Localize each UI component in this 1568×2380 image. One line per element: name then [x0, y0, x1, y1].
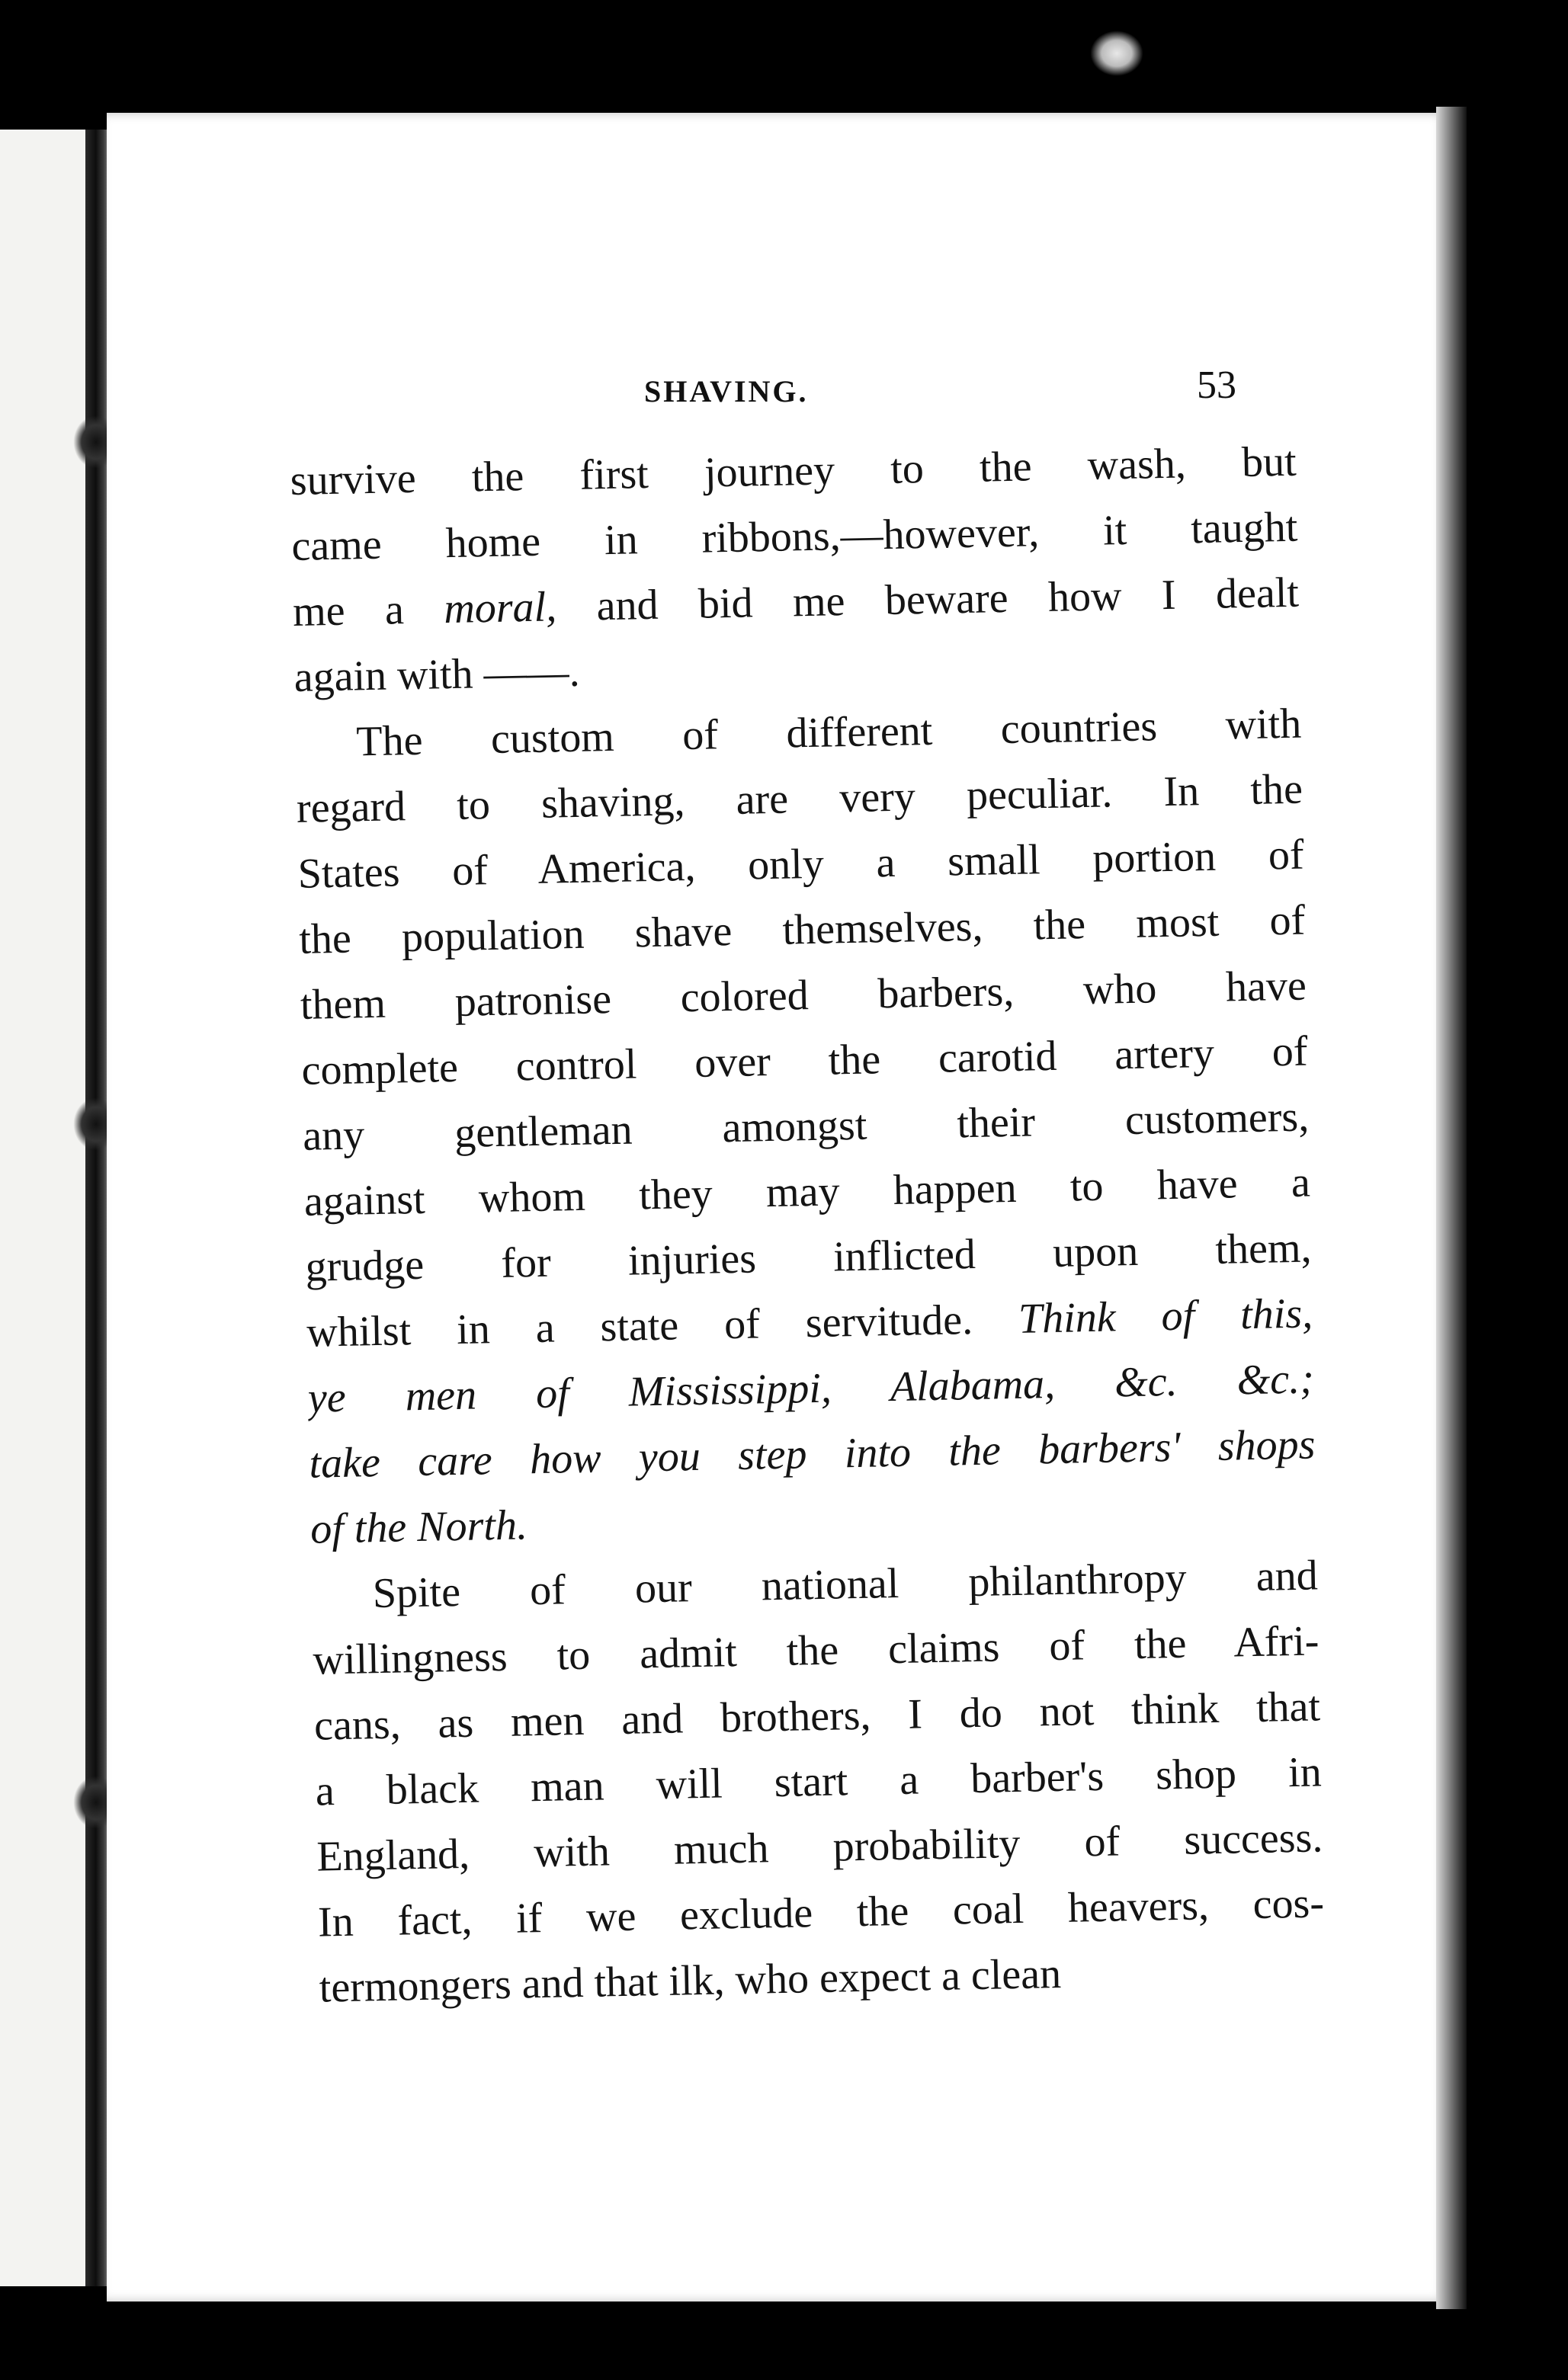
italic-text-run: take care how you step into the barbers' shops — [308, 1421, 1316, 1488]
italic-text-run: moral, — [443, 583, 557, 633]
text-run: regard to shaving, are very peculiar. In the — [296, 765, 1303, 832]
dust-speck — [1090, 30, 1143, 76]
text-run: the population shave themselves, the most of — [298, 896, 1306, 963]
body-text — [290, 429, 1326, 2021]
paragraph — [295, 691, 1317, 1562]
italic-text-run: ye men of Mississippi, Alabama, &c. &c.; — [307, 1355, 1315, 1422]
text-run: any gentleman amongst their customers, — [302, 1093, 1310, 1160]
text-run: States of America, only a small portion of — [297, 831, 1305, 898]
text-run: The custom of different countries with — [355, 700, 1302, 766]
italic-text-run: Think of this, — [1018, 1289, 1313, 1343]
text-run: complete control over the carotid artery of — [301, 1027, 1309, 1094]
text-run: grudge for injuries inflicted upon them, — [305, 1224, 1312, 1291]
text-run: willingness to admit the claims of the Afri- — [312, 1617, 1319, 1684]
text-run: came home in ribbons,—however, it taught — [290, 503, 1298, 570]
text-run: and bid me beware how I dealt — [556, 569, 1300, 631]
text-run: Spite of our national philanthropy and — [372, 1552, 1319, 1618]
text-run: survive the first journey to the wash, but — [290, 437, 1297, 505]
text-run: them patronise colored barbers, who have — [300, 962, 1307, 1029]
text-run: me a — [292, 585, 444, 636]
text-run: termongers and that ilk, who expect a clean — [319, 1949, 1062, 2012]
page-number: 53 — [1197, 364, 1236, 407]
running-head — [229, 364, 1296, 419]
text-run: whilst in a state of servitude. — [306, 1295, 1019, 1357]
text-run: cans, as men and brothers, I do not think that — [313, 1683, 1321, 1750]
page-shadow-edge — [1436, 107, 1467, 2309]
text-run: In fact, if we exclude the coal heavers, cos- — [317, 1879, 1325, 1946]
paragraph — [311, 1542, 1326, 2020]
paragraph — [290, 429, 1300, 710]
italic-text-run: of the North. — [309, 1501, 528, 1553]
text-run: a black man will start a barber's shop in — [315, 1748, 1323, 1815]
text-run: against whom they may happen to have a — [303, 1158, 1311, 1225]
running-title: SHAVING. — [644, 374, 809, 408]
text-run: England, with much probability of success. — [316, 1814, 1323, 1881]
text-run: again with ——. — [293, 648, 581, 701]
